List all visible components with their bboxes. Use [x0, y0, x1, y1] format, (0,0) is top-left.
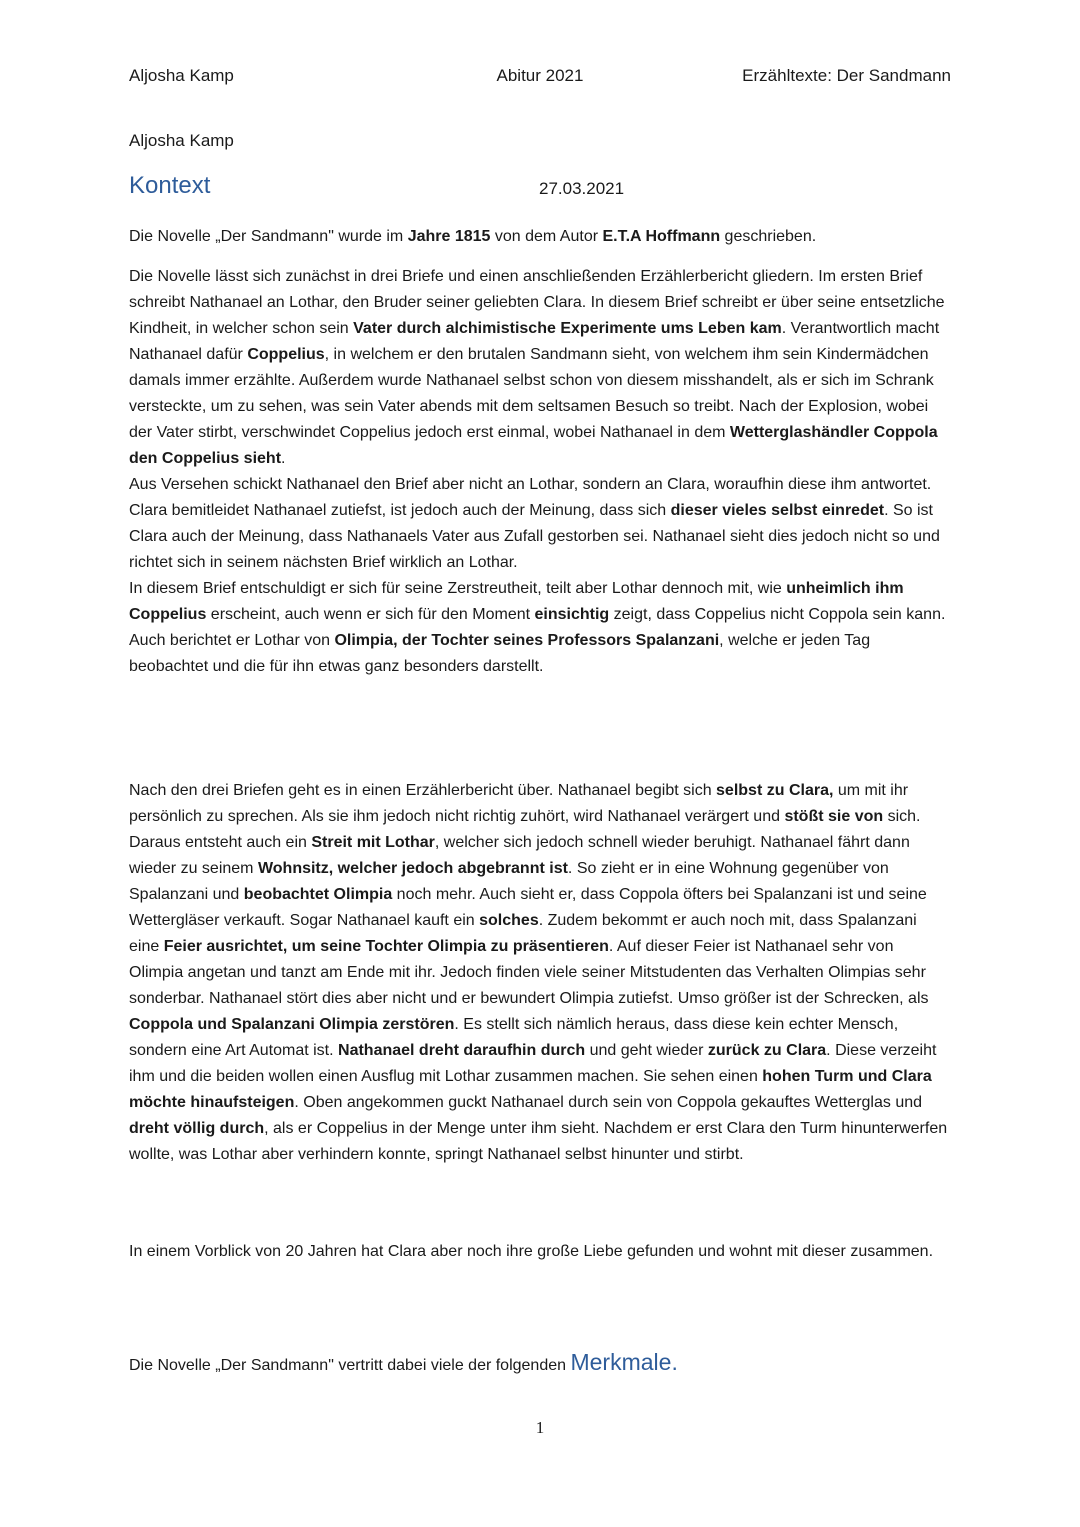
bold-phrase: solches: [479, 912, 539, 929]
bold-phrase: Coppola und Spalanzani Olimpia zerstören: [129, 1016, 455, 1033]
text-run: noch mehr. Auch sieht er, dass Coppola öfters bei Spalanzani ist und seine Wettergläser verkauft. Sogar Nathanael kauft ein: [129, 886, 927, 929]
text-run: . So zieht er in eine Wohnung gegenüber von Spalanzani und: [129, 860, 889, 903]
document-date: 27.03.2021: [539, 179, 625, 198]
text-run: . Diese verzeiht ihm und die beiden wollen einen Ausflug mit Lothar zusammen machen. Sie sehen einen: [129, 1042, 937, 1085]
text-run: , welcher sich jedoch schnell wieder beruhigt. Nathanael fährt dann wieder zu seinem: [129, 834, 910, 877]
section-title: Kontext: [129, 172, 211, 199]
text-run: um mit ihr persönlich zu sprechen. Als sie ihm jedoch nicht richtig zuhört, wird Nathanael verärgert und: [129, 782, 909, 825]
paragraph-text: [129, 778, 951, 1168]
paragraph-text: [129, 1239, 951, 1265]
header-author: Aljosha Kamp: [129, 66, 234, 85]
bold-phrase: unheimlich ihm Coppelius: [129, 580, 904, 623]
bold-phrase: einsichtig: [534, 606, 610, 623]
paragraph-line-group: [129, 576, 951, 680]
bold-phrase: dieser vieles selbst einredet: [670, 502, 885, 519]
text-run: , welche er jeden Tag beobachtet und die für ihn etwas ganz besonders darstellt.: [129, 632, 871, 675]
bold-phrase: Wetterglashändler Coppola den Coppelius sieht: [129, 424, 938, 467]
bold-phrase: dreht völlig durch: [129, 1120, 265, 1137]
bold-phrase: Coppelius: [247, 346, 325, 363]
text-run: .: [281, 450, 286, 467]
page-number: 1: [535, 1418, 545, 1437]
paragraph-erzaehlerbericht: [129, 778, 951, 1168]
merkmale-period: .: [671, 1349, 678, 1375]
bold-phrase: zurück zu Clara: [707, 1042, 827, 1059]
text-run: erscheint, auch wenn er sich für den Moment: [206, 606, 535, 623]
text-run: . So ist Clara auch der Meinung, dass Nathanaels Vater aus Zufall gestorben sei. Nathanael sieht dies jedoch nicht so und richtet sich in seinem nächsten Brief wirklich an Lothar.: [129, 502, 940, 571]
paragraph-vorblick: [129, 1239, 951, 1265]
bold-phrase: hohen Turm und Clara möchte hinaufsteigen: [129, 1068, 932, 1111]
text-run: . Oben angekommen guckt Nathanael durch sein von Coppola gekauftes Wetterglas und: [294, 1094, 923, 1111]
bold-phrase: Streit mit Lothar: [311, 834, 435, 851]
paragraph-line-group: [129, 472, 951, 498]
bold-phrase: Vater durch alchimistische Experimente ums Leben kam: [353, 320, 782, 337]
text-run: sich. Daraus entsteht auch ein: [129, 808, 921, 851]
bold-phrase: Olimpia, der Tochter seines Professors Spalanzani: [334, 632, 720, 649]
bold-phrase: E.T.A Hoffmann: [602, 228, 721, 245]
paragraph-line-group: [129, 498, 951, 576]
text-run: . Zudem bekommt er auch noch mit, dass Spalanzani eine: [129, 912, 917, 955]
text-run: . Verantwortlich macht Nathanael dafür: [129, 320, 940, 363]
bold-phrase: beobachtet Olimpia: [243, 886, 393, 903]
paragraph-line-group: [129, 264, 951, 472]
header-topic: Erzähltexte: Der Sandmann: [742, 66, 951, 85]
document-author: Aljosha Kamp: [129, 131, 234, 150]
text-run: , in welchem er den brutalen Sandmann sieht, von welchem ihm sein Kindermädchen damals immer erzählte. Außerdem wurde Nathanael selbst schon von diesem misshandelt, als er sich im Schrank versteckte, um zu sehen, was sein Vater abends mit dem seltsamen Besuch so treibt. Nach der Explosion, wobei der Vater stirbt, verschwindet Coppelius jedoch erst einmal, wobei Nathanael in dem: [129, 346, 934, 441]
text-run: . Auf dieser Feier ist Nathanael sehr von Olimpia angetan und tanzt am Ende mit ihr. Jedoch finden viele seiner Mitstudenten das Verhalten Olimpias sehr sonderbar. Nathanael stört dies aber nicht und er bewundert Olimpia zutiefst. Umso größer ist der Schrecken, als: [129, 938, 929, 1007]
text-run: Clara bemitleidet Nathanael zutiefst, ist jedoch auch der Meinung, dass sich: [129, 502, 671, 519]
paragraph-intro: [129, 224, 951, 250]
text-run: und geht wieder: [585, 1042, 708, 1059]
text-run: In einem Vorblick von 20 Jahren hat Clara aber noch ihre große Liebe gefunden und wohnt mit dieser zusammen.: [129, 1243, 934, 1260]
text-run: Nach den drei Briefen geht es in einen Erzählerbericht über. Nathanael begibt sich: [129, 782, 717, 799]
text-run: Aus Versehen schickt Nathanael den Brief aber nicht an Lothar, sondern an Clara, woraufhin diese ihm antwortet.: [129, 476, 932, 493]
merkmale-text: Die Novelle „Der Sandmann" vertritt dabei viele der folgenden: [129, 1357, 571, 1374]
text-run: zeigt, dass Coppelius nicht Coppola sein kann. Auch berichtet er Lothar von: [129, 606, 946, 649]
header-exam: Abitur 2021: [496, 66, 584, 85]
bold-phrase: Nathanael dreht daraufhin durch: [338, 1042, 586, 1059]
text-run: von dem Autor: [490, 228, 603, 245]
bold-phrase: selbst zu Clara,: [716, 782, 834, 799]
bold-phrase: Wohnsitz, welcher jedoch abgebrannt ist: [257, 860, 568, 877]
paragraph-merkmale: [129, 1349, 678, 1376]
paragraph-text: [129, 224, 951, 250]
text-run: . Es stellt sich nämlich heraus, dass diese kein echter Mensch, sondern eine Art Automat ist.: [129, 1016, 899, 1059]
bold-phrase: Feier ausrichtet, um seine Tochter Olimpia zu präsentieren: [163, 938, 609, 955]
merkmale-heading: Merkmale: [570, 1349, 672, 1375]
paragraph-briefe: [129, 264, 951, 680]
text-run: In diesem Brief entschuldigt er sich für seine Zerstreutheit, teilt aber Lothar dennoch mit, wie: [129, 580, 787, 597]
text-run: geschrieben.: [720, 228, 817, 245]
text-run: Die Novelle „Der Sandmann" wurde im: [129, 228, 408, 245]
bold-phrase: Jahre 1815: [407, 228, 491, 245]
text-run: Die Novelle lässt sich zunächst in drei Briefe und einen anschließenden Erzählerbericht gliedern. Im ersten Brief schreibt Nathanael an Lothar, den Bruder seiner geliebten Clara. In diesem Brief schreibt er über seine entsetzliche Kindheit, in welcher schon sein: [129, 268, 945, 337]
text-run: , als er Coppelius in der Menge unter ihm sieht. Nachdem er erst Clara den Turm hinunterwerfen wollte, was Lothar aber verhindern konnte, springt Nathanael selbst hinunter und stirbt.: [129, 1120, 948, 1163]
bold-phrase: stößt sie von: [784, 808, 884, 825]
